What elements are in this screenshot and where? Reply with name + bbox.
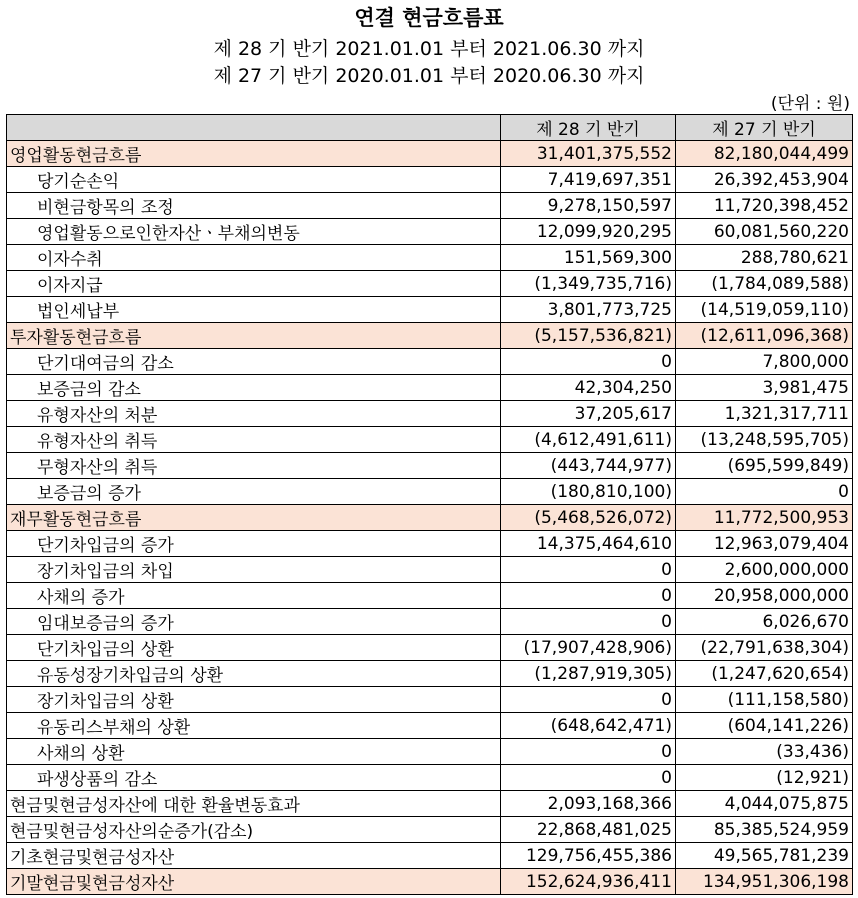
row-current-value: 12,099,920,295 xyxy=(501,219,676,245)
row-current-value: 129,756,455,386 xyxy=(501,843,676,869)
table-row xyxy=(7,635,853,661)
row-prior-value: (22,791,638,304) xyxy=(676,635,853,661)
row-current-value: 0 xyxy=(501,583,676,609)
row-prior-value: (14,519,059,110) xyxy=(676,297,853,323)
row-label: 단기대여금의 감소 xyxy=(7,349,501,375)
row-current-value: (1,287,919,305) xyxy=(501,661,676,687)
table-row xyxy=(7,609,853,635)
row-label: 유동성장기차입금의 상환 xyxy=(7,661,501,687)
row-prior-value: 60,081,560,220 xyxy=(676,219,853,245)
row-label: 재무활동현금흐름 xyxy=(7,505,501,531)
row-current-value: (648,642,471) xyxy=(501,713,676,739)
row-prior-value: 20,958,000,000 xyxy=(676,583,853,609)
table-row xyxy=(7,479,853,505)
table-header-row xyxy=(7,115,853,141)
row-label: 유형자산의 취득 xyxy=(7,427,501,453)
row-current-value: (5,468,526,072) xyxy=(501,505,676,531)
row-prior-value: 26,392,453,904 xyxy=(676,167,853,193)
row-current-value: 7,419,697,351 xyxy=(501,167,676,193)
row-label: 보증금의 증가 xyxy=(7,479,501,505)
row-label: 현금및현금성자산의순증가(감소) xyxy=(7,817,501,843)
row-prior-value: 11,720,398,452 xyxy=(676,193,853,219)
row-current-value: 0 xyxy=(501,687,676,713)
table-row xyxy=(7,687,853,713)
row-current-value: 0 xyxy=(501,557,676,583)
row-label: 파생상품의 감소 xyxy=(7,765,501,791)
row-prior-value: 6,026,670 xyxy=(676,609,853,635)
table-row xyxy=(7,583,853,609)
table-row xyxy=(7,193,853,219)
table-row xyxy=(7,713,853,739)
row-prior-value: (1,247,620,654) xyxy=(676,661,853,687)
header-prior: 제 27 기 반기 xyxy=(676,115,853,141)
table-row xyxy=(7,141,853,167)
row-prior-value: (1,784,089,588) xyxy=(676,271,853,297)
row-label: 단기차입금의 증가 xyxy=(7,531,501,557)
row-current-value: 9,278,150,597 xyxy=(501,193,676,219)
row-label: 장기차입금의 차입 xyxy=(7,557,501,583)
row-current-value: 152,624,936,411 xyxy=(501,869,676,895)
row-label: 이자수취 xyxy=(7,245,501,271)
row-prior-value: (13,248,595,705) xyxy=(676,427,853,453)
statement-title: 연결 현금흐름표 xyxy=(354,6,504,30)
table-row xyxy=(7,271,853,297)
row-current-value: 42,304,250 xyxy=(501,375,676,401)
row-label: 유동리스부채의 상환 xyxy=(7,713,501,739)
row-current-value: (4,612,491,611) xyxy=(501,427,676,453)
table-row xyxy=(7,739,853,765)
table-row xyxy=(7,505,853,531)
row-current-value: 2,093,168,366 xyxy=(501,791,676,817)
row-current-value: 151,569,300 xyxy=(501,245,676,271)
row-label: 기초현금및현금성자산 xyxy=(7,843,501,869)
row-label: 이자지급 xyxy=(7,271,501,297)
row-current-value: 3,801,773,725 xyxy=(501,297,676,323)
row-label: 당기순손익 xyxy=(7,167,501,193)
row-current-value: 22,868,481,025 xyxy=(501,817,676,843)
row-label: 법인세납부 xyxy=(7,297,501,323)
row-prior-value: 7,800,000 xyxy=(676,349,853,375)
table-row xyxy=(7,297,853,323)
row-current-value: 0 xyxy=(501,739,676,765)
row-label: 유형자산의 처분 xyxy=(7,401,501,427)
row-current-value: (180,810,100) xyxy=(501,479,676,505)
table-row xyxy=(7,817,853,843)
table-row xyxy=(7,557,853,583)
row-prior-value: (604,141,226) xyxy=(676,713,853,739)
period-current: 제 28 기 반기 2021.01.01 부터 2021.06.30 까지 xyxy=(213,38,645,60)
table-row xyxy=(7,661,853,687)
row-current-value: 31,401,375,552 xyxy=(501,141,676,167)
row-label: 임대보증금의 증가 xyxy=(7,609,501,635)
cash-flow-table xyxy=(6,114,853,895)
table-row xyxy=(7,843,853,869)
row-prior-value: 1,321,317,711 xyxy=(676,401,853,427)
row-label: 기말현금및현금성자산 xyxy=(7,869,501,895)
row-prior-value: 3,981,475 xyxy=(676,375,853,401)
unit-label: (단위 : 원) xyxy=(770,94,850,114)
row-prior-value: 134,951,306,198 xyxy=(676,869,853,895)
header-label xyxy=(7,115,501,141)
table-row xyxy=(7,245,853,271)
row-current-value: 0 xyxy=(501,765,676,791)
row-current-value: (1,349,735,716) xyxy=(501,271,676,297)
row-current-value: (443,744,977) xyxy=(501,453,676,479)
row-prior-value: (695,599,849) xyxy=(676,453,853,479)
row-prior-value: 2,600,000,000 xyxy=(676,557,853,583)
table-row xyxy=(7,375,853,401)
row-prior-value: (12,921) xyxy=(676,765,853,791)
row-label: 단기차입금의 상환 xyxy=(7,635,501,661)
row-prior-value: 4,044,075,875 xyxy=(676,791,853,817)
table-row xyxy=(7,427,853,453)
row-prior-value: 85,385,524,959 xyxy=(676,817,853,843)
row-current-value: 37,205,617 xyxy=(501,401,676,427)
row-prior-value: 11,772,500,953 xyxy=(676,505,853,531)
row-label: 영업활동으로인한자산ㆍ부채의변동 xyxy=(7,219,501,245)
table-row xyxy=(7,453,853,479)
row-current-value: 0 xyxy=(501,349,676,375)
row-prior-value: 82,180,044,499 xyxy=(676,141,853,167)
table-row xyxy=(7,167,853,193)
row-prior-value: (33,436) xyxy=(676,739,853,765)
row-prior-value: (111,158,580) xyxy=(676,687,853,713)
table-row xyxy=(7,791,853,817)
row-prior-value: 0 xyxy=(676,479,853,505)
period-prior: 제 27 기 반기 2020.01.01 부터 2020.06.30 까지 xyxy=(213,65,645,87)
row-prior-value: (12,611,096,368) xyxy=(676,323,853,349)
table-row xyxy=(7,401,853,427)
table-row xyxy=(7,323,853,349)
table-row xyxy=(7,349,853,375)
row-current-value: (5,157,536,821) xyxy=(501,323,676,349)
table-row xyxy=(7,531,853,557)
row-label: 비현금항목의 조정 xyxy=(7,193,501,219)
header-current: 제 28 기 반기 xyxy=(501,115,676,141)
row-current-value: (17,907,428,906) xyxy=(501,635,676,661)
table-row xyxy=(7,219,853,245)
row-prior-value: 49,565,781,239 xyxy=(676,843,853,869)
row-label: 영업활동현금흐름 xyxy=(7,141,501,167)
table-row xyxy=(7,765,853,791)
row-label: 사채의 상환 xyxy=(7,739,501,765)
row-label: 투자활동현금흐름 xyxy=(7,323,501,349)
row-label: 보증금의 감소 xyxy=(7,375,501,401)
table-row xyxy=(7,869,853,895)
row-label: 장기차입금의 상환 xyxy=(7,687,501,713)
row-label: 사채의 증가 xyxy=(7,583,501,609)
row-prior-value: 12,963,079,404 xyxy=(676,531,853,557)
row-label: 현금및현금성자산에 대한 환율변동효과 xyxy=(7,791,501,817)
row-current-value: 14,375,464,610 xyxy=(501,531,676,557)
row-prior-value: 288,780,621 xyxy=(676,245,853,271)
row-label: 무형자산의 취득 xyxy=(7,453,501,479)
row-current-value: 0 xyxy=(501,609,676,635)
